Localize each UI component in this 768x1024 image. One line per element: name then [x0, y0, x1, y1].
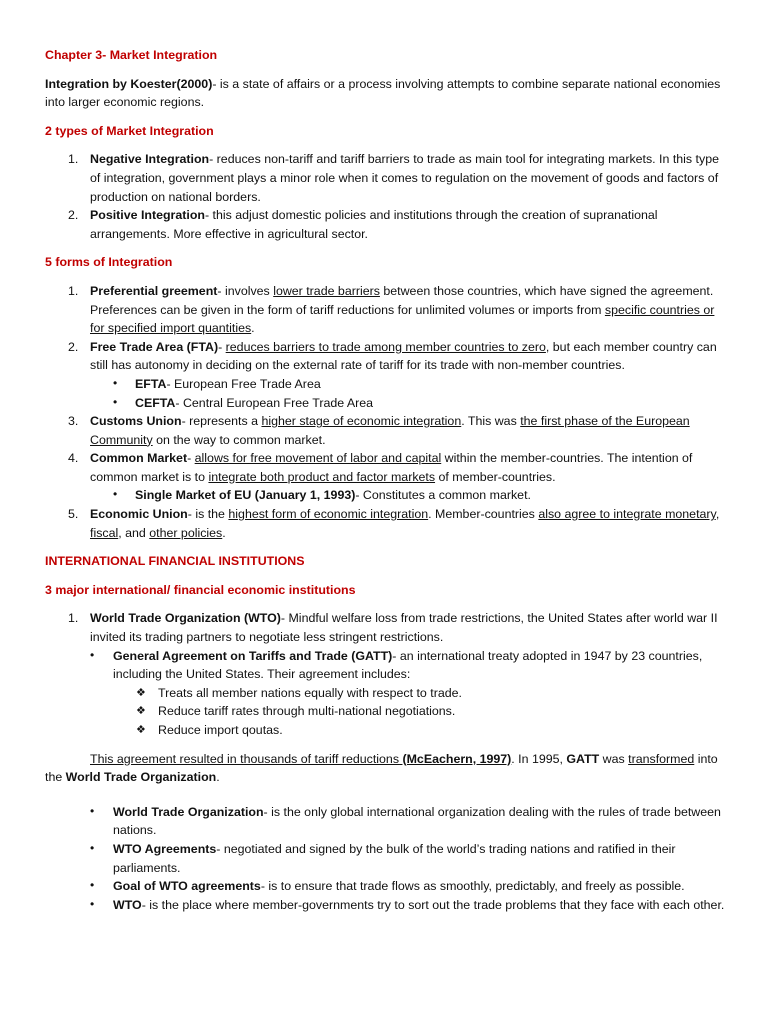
list-item — [45, 505, 725, 542]
item-text: - Central European Free Trade Area — [175, 395, 374, 410]
intro-term: Integration by Koester(2000) — [45, 76, 213, 91]
diamond-bullet-icon: ❖ — [136, 705, 146, 718]
bullet-icon: • — [90, 840, 95, 855]
list-number: 5. — [68, 507, 79, 522]
item-term: Positive Integration — [90, 208, 205, 223]
list-number: 1. — [68, 152, 79, 167]
item-text: - is the only global international organization dealing with the rules of trade between nations. — [113, 804, 721, 838]
list-item — [45, 449, 725, 486]
item-text: . In 1995, — [511, 751, 567, 766]
underlined-text: integrate both product and factor markets — [208, 469, 436, 484]
intro-paragraph — [45, 75, 725, 112]
item-text: - represents a — [181, 414, 262, 429]
item-term: CEFTA — [135, 395, 176, 410]
forms-list — [45, 282, 725, 542]
includes-item — [45, 684, 725, 703]
agreement-paragraph — [45, 750, 725, 787]
item-term: Goal of WTO agreements — [113, 879, 261, 894]
sub-list-item — [45, 647, 725, 684]
underlined-text: also agree to integrate monetary — [538, 507, 716, 522]
item-text: - Constitutes a common market. — [355, 488, 531, 503]
types-list — [45, 150, 725, 243]
item-text: . — [216, 770, 220, 785]
item-term: Single Market of EU (January 1, 1993) — [135, 488, 356, 503]
item-text: - is the place where member-governments try to sort out the trade problems that they face with each other. — [141, 897, 725, 912]
item-term: Free Trade Area (FTA) — [90, 339, 219, 354]
item-term: GATT — [566, 751, 600, 766]
bullet-icon: • — [113, 487, 118, 502]
list-number: 1. — [68, 283, 79, 298]
item-term: WTO Agreements — [113, 841, 217, 856]
forms-heading: 5 forms of Integration — [45, 255, 173, 270]
item-text: . Member-countries — [428, 507, 539, 522]
item-term: Customs Union — [90, 414, 182, 429]
item-text: was — [599, 751, 629, 766]
item-text: Reduce tariff rates through multi-national negotiations. — [158, 704, 456, 719]
item-term: Preferential greement — [90, 283, 218, 298]
bullet-icon: • — [90, 896, 95, 911]
item-term: WTO — [113, 897, 142, 912]
item-text: - negotiated and signed by the bulk of the world’s trading nations and ratified in their parliaments. — [113, 841, 676, 875]
list-item — [45, 412, 725, 449]
list-number: 2. — [68, 339, 79, 354]
bullet-icon: • — [113, 394, 118, 409]
bullet-icon: • — [90, 647, 95, 662]
list-number: 3. — [68, 414, 79, 429]
underlined-text: the first phase of the European Community — [90, 414, 690, 447]
item-text: , and — [118, 525, 150, 540]
item-term: World Trade Organization — [65, 770, 217, 785]
diamond-bullet-icon: ❖ — [136, 724, 146, 736]
underlined-text: reduces barriers to trade among member countries to zero — [225, 339, 546, 354]
list-number: 4. — [68, 451, 79, 466]
list-item — [45, 338, 725, 375]
item-text: , but each member country can still has autonomy in deciding on the external rate of tariff for its trade with non-member countries. — [90, 339, 717, 373]
list-item — [45, 206, 725, 243]
item-text: Treats all member nations equally with respect to trade. — [158, 685, 462, 700]
item-term: Negative Integration — [90, 152, 210, 167]
item-text: between those countries, which have signed the agreement. Preferences can be given in the form of tariff reductions for unlimited volumes or imports from — [90, 283, 714, 317]
list-number: 1. — [68, 611, 79, 626]
item-term: EFTA — [135, 376, 167, 391]
underlined-text: transformed — [628, 751, 695, 766]
item-text: - is to ensure that trade flows as smoothly, predictably, and freely as possible. — [260, 879, 685, 894]
item-text: . — [251, 321, 255, 336]
item-term: Common Market — [90, 451, 188, 466]
underlined-text: higher stage of economic integration — [261, 414, 462, 429]
item-text: - this adjust domestic policies and institutions through the creation of supranational arrangements. More effective in agricultural sector. — [90, 208, 658, 241]
list-item — [45, 896, 725, 915]
item-term: Economic Union — [90, 507, 188, 522]
item-text: - involves — [217, 283, 274, 298]
document-page — [45, 46, 725, 914]
item-text: within the member-countries. The intention of common market is to — [90, 451, 693, 484]
reference-citation: (McEachern, 1997) — [402, 751, 512, 766]
item-text: on the way to common market. — [152, 432, 326, 447]
sub-list-item — [45, 486, 725, 505]
bullet-icon: • — [113, 375, 118, 390]
includes-item — [45, 702, 725, 721]
chapter-title: Chapter 3- Market Integration — [45, 48, 218, 62]
list-number: 2. — [68, 208, 79, 223]
item-text: - is the — [187, 507, 229, 522]
underlined-text: other policies — [149, 525, 223, 540]
item-text: . This was — [461, 414, 521, 429]
item-text: into the — [45, 751, 718, 785]
underlined-text: specific countries or for specified import quantities — [90, 302, 715, 336]
item-text: - — [218, 339, 226, 354]
sub-list-item — [45, 375, 725, 394]
major-institutions-heading: 3 major international/ financial economic institutions — [45, 582, 356, 597]
list-item — [45, 803, 725, 840]
list-item — [45, 282, 725, 338]
wto-points-list — [45, 803, 725, 915]
underlined-text: fiscal — [90, 525, 119, 540]
item-text: . — [222, 525, 226, 540]
item-text: - European Free Trade Area — [166, 376, 321, 391]
item-text: - reduces non-tariff and tariff barriers to trade as main tool for integrating markets. In this type of integration, government plays a minor role when it comes to regulation on the movement of goods and factors of production on national borders. — [90, 152, 719, 204]
underlined-text: allows for free movement of labor and capital — [194, 451, 442, 466]
list-item — [45, 877, 725, 896]
types-heading: 2 types of Market Integration — [45, 123, 214, 138]
item-term: General Agreement on Tariffs and Trade (GATT) — [113, 648, 393, 663]
bullet-icon: • — [90, 803, 95, 818]
includes-item — [45, 721, 725, 740]
sub-list-item — [45, 394, 725, 413]
underlined-text: This agreement resulted in thousands of tariff reductions — [90, 751, 400, 766]
list-item — [45, 150, 725, 206]
item-text: of member-countries. — [435, 469, 556, 484]
institutions-list — [45, 609, 725, 739]
item-text: - an international treaty adopted in 1947 by 23 countries, including the United States. Their agreement includes: — [113, 648, 703, 682]
underlined-text: lower trade barriers — [273, 283, 380, 298]
intro-text: - is a state of affairs or a process involving attempts to combine separate national economies into larger economic regions. — [45, 76, 721, 110]
item-text: Reduce import qoutas. — [158, 723, 283, 737]
ifi-heading: INTERNATIONAL FINANCIAL INSTITUTIONS — [45, 554, 305, 569]
item-text: , — [715, 507, 720, 522]
item-text: - Mindful welfare loss from trade restrictions, the United States after world war II invited its trading partners to negotiate less stringent restrictions. — [90, 611, 718, 645]
underlined-text: highest form of economic integration — [228, 507, 429, 522]
list-item — [45, 840, 725, 877]
item-term: World Trade Organization — [113, 804, 264, 819]
diamond-bullet-icon: ❖ — [136, 686, 146, 699]
item-text: - — [187, 451, 195, 466]
list-item — [45, 609, 725, 646]
bullet-icon: • — [90, 878, 95, 893]
item-term: World Trade Organization (WTO) — [90, 611, 281, 626]
